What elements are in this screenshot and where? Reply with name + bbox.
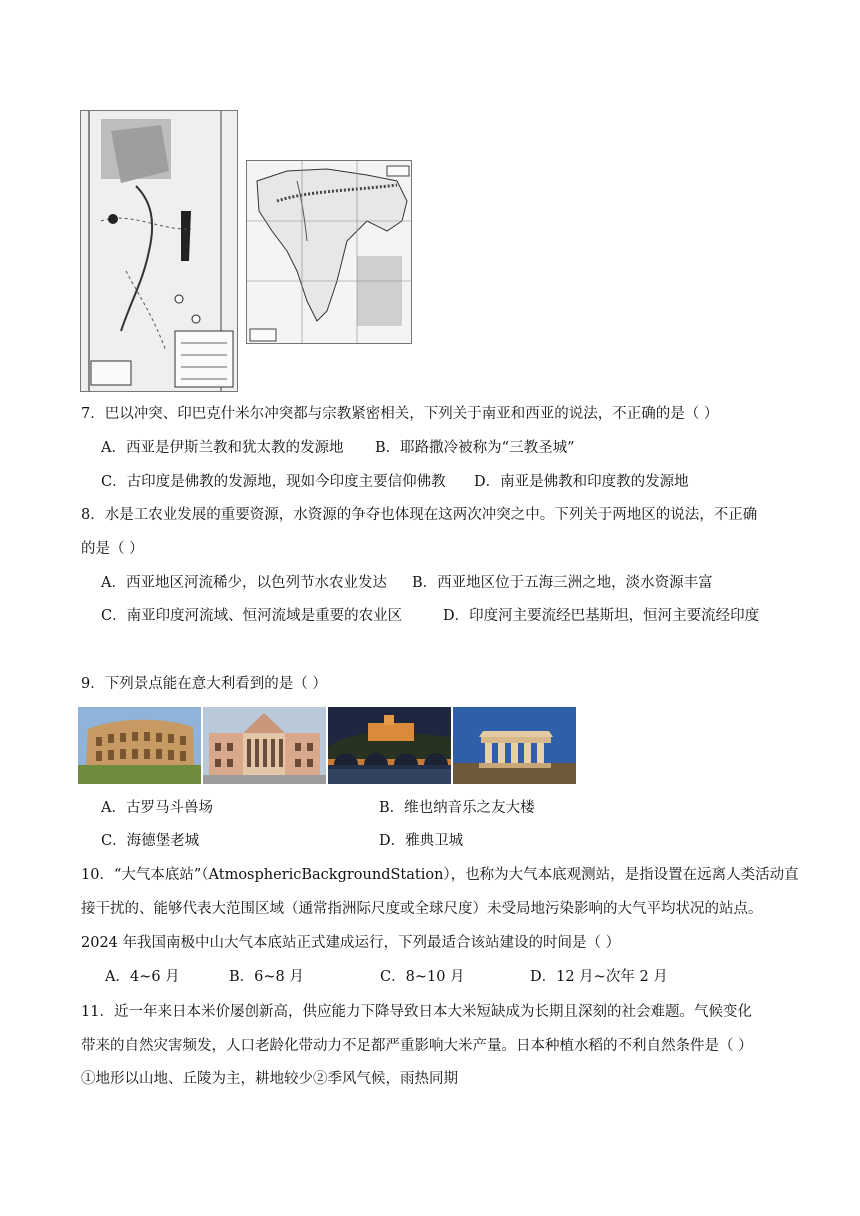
question-11-stem-line2: 带来的自然灾害频发，人口老龄化带动力不足都严重影响大米产量。日本种植水稻的不利自然条件是（ ） [81, 1038, 753, 1054]
south-asia-map-drawing [247, 161, 411, 343]
question-10-option-c[interactable]: C．8~10 月 [380, 969, 465, 985]
colosseum-photo [78, 707, 201, 784]
question-9-option-d[interactable]: D．雅典卫城 [379, 833, 464, 849]
question-10-option-a[interactable]: A．4~6 月 [105, 969, 180, 985]
question-8-option-b[interactable]: B．西亚地区位于五海三洲之地，淡水资源丰富 [412, 575, 713, 591]
vienna-musikverein-photo [203, 707, 326, 784]
south-asia-map [246, 160, 412, 344]
question-10-option-b[interactable]: B．6~8 月 [229, 969, 304, 985]
question-8-stem-line2: 的是（ ） [81, 541, 144, 557]
question-10-stem-line3: 2024 年我国南极中山大气本底站正式建成运行，下列最适合该站建设的时间是（ ） [81, 935, 621, 951]
question-7-option-a[interactable]: A．西亚是伊斯兰教和犹太教的发源地 [101, 440, 344, 456]
athens-acropolis-photo [453, 707, 576, 784]
middle-east-map-drawing [81, 111, 237, 391]
question-11-stem-line3: ①地形以山地、丘陵为主，耕地较少②季风气候，雨热同期 [81, 1071, 458, 1087]
question-8-option-d[interactable]: D．印度河主要流经巴基斯坦，恒河主要流经印度 [443, 608, 760, 624]
question-8-stem-line1: 8．水是工农业发展的重要资源，水资源的争夺也体现在这两次冲突之中。下列关于两地区的说法，不正确 [81, 507, 758, 523]
question-7-stem: 7．巴以冲突、印巴克什米尔冲突都与宗教紧密相关，下列关于南亚和西亚的说法，不正确的是（ ） [81, 406, 719, 422]
question-9-option-a[interactable]: A．古罗马斗兽场 [101, 800, 213, 816]
question-9-option-c[interactable]: C．海德堡老城 [101, 833, 200, 849]
question-9-stem: 9．下列景点能在意大利看到的是（ ） [81, 676, 327, 692]
question-7-option-c[interactable]: C．古印度是佛教的发源地，现如今印度主要信仰佛教 [101, 474, 446, 490]
question-10-option-d[interactable]: D．12 月~次年 2 月 [530, 969, 668, 985]
question-8-option-c[interactable]: C．南亚印度河流域、恒河流域是重要的农业区 [101, 608, 403, 624]
heidelberg-castle-photo [328, 707, 451, 784]
question-10-stem-line2: 接干扰的、能够代表大范围区域（通常指洲际尺度或全球尺度）未受局地污染影响的大气平均状况的站点。 [81, 901, 763, 917]
question-11-stem-line1: 11．近一年来日本米价屡创新高，供应能力下降导致日本大米短缺成为长期且深刻的社会难题。气候变化 [81, 1004, 752, 1020]
question-8-option-a[interactable]: A．西亚地区河流稀少，以色列节水农业发达 [101, 575, 387, 591]
question-10-stem-line1: 10．“大气本底站”（AtmosphericBackgroundStation），也称为大气本底观测站，是指设置在远离人类活动直 [81, 867, 799, 883]
middle-east-map [80, 110, 238, 392]
question-7-option-b[interactable]: B．耶路撒冷被称为“三教圣城” [375, 440, 575, 456]
question-9-option-b[interactable]: B．维也纳音乐之友大楼 [379, 800, 535, 816]
question-7-option-d[interactable]: D．南亚是佛教和印度教的发源地 [474, 474, 689, 490]
